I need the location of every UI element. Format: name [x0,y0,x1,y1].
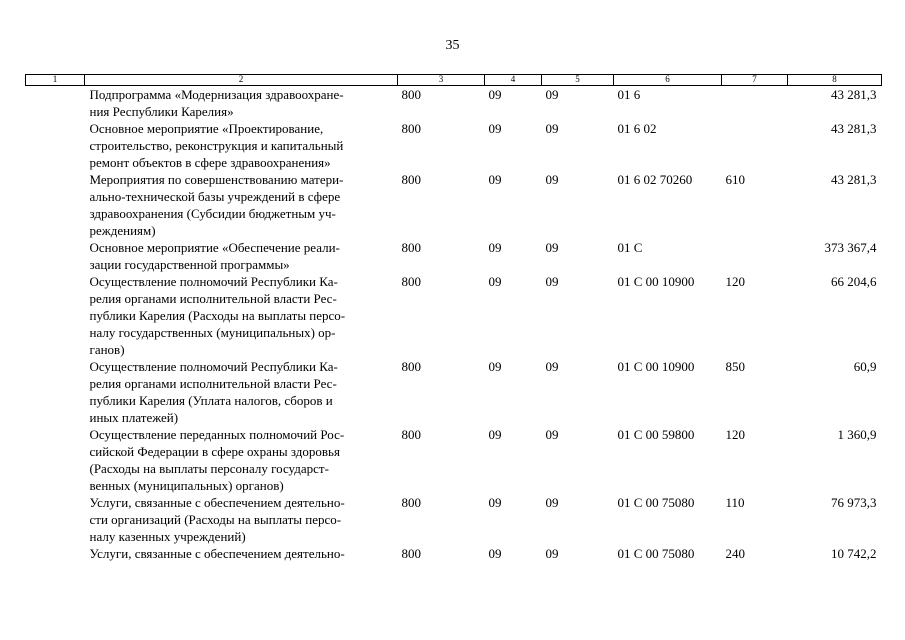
section-code-cell: 09 [488,546,502,561]
amount-cell: 1 360,9 [837,427,877,442]
section-code-cell: 09 [488,172,502,187]
item-name-line: сийской Федерации в сфере охраны здоровья [89,444,340,459]
item-name-line: Услуги, связанные с обеспечением деятельно- [89,495,345,510]
expense-type-cell [722,239,788,273]
amount-cell: 76 973,3 [831,495,877,510]
amount-cell: 43 281,3 [831,87,877,102]
column-header: 5 [542,75,614,86]
item-name-line: публики Карелия (Расходы на выплаты персо- [89,308,346,323]
empty-cell [26,494,85,545]
item-name-line: зации государственной программы» [89,257,290,272]
admin-code-cell: 800 [401,274,421,289]
subsection-code-cell: 09 [545,427,559,442]
column-header: 4 [485,75,542,86]
target-article-cell: 01 6 02 70260 [617,172,693,187]
column-header: 3 [398,75,485,86]
item-name-line: Основное мероприятие «Обеспечение реали- [89,240,340,255]
expense-type-cell [722,86,788,121]
admin-code-cell: 800 [401,240,421,255]
item-name-line: релия органами исполнительной власти Рес- [89,291,337,306]
item-name-line: Основное мероприятие «Проектирование, [89,121,324,136]
column-header: 1 [26,75,85,86]
amount-cell: 43 281,3 [831,121,877,136]
item-name-cell [85,239,398,273]
target-article-cell: 01 С 00 59800 [617,427,695,442]
item-name-cell [85,273,398,358]
target-article-cell: 01 С [617,240,643,255]
item-name-line: Осуществление полномочий Республики Ка- [89,274,338,289]
table-row [26,120,882,171]
section-code-cell: 09 [488,240,502,255]
table-row [26,494,882,545]
item-name-line: налу государственных (муниципальных) ор- [89,325,336,340]
subsection-code-cell: 09 [545,359,559,374]
table-row [26,171,882,239]
empty-cell [26,545,85,562]
empty-cell [26,239,85,273]
item-name-line: налу казенных учреждений) [89,529,246,544]
table-row [26,273,882,358]
item-name-line: реждениям) [89,223,156,238]
subsection-code-cell: 09 [545,240,559,255]
item-name-line: венных (муниципальных) органов) [89,478,284,493]
item-name-line: Осуществление переданных полномочий Рос- [89,427,345,442]
table-body [26,86,882,563]
empty-cell [26,171,85,239]
item-name-line: Осуществление полномочий Республики Ка- [89,359,338,374]
table-row [26,545,882,562]
target-article-cell: 01 С 00 75080 [617,495,695,510]
section-code-cell: 09 [488,87,502,102]
item-name-line: релия органами исполнительной власти Рес- [89,376,337,391]
item-name-line: ремонт объектов в сфере здравоохранения» [89,155,331,170]
section-code-cell: 09 [488,121,502,136]
section-code-cell: 09 [488,495,502,510]
item-name-cell [85,358,398,426]
amount-cell: 60,9 [853,359,877,374]
item-name-cell [85,426,398,494]
admin-code-cell: 800 [401,172,421,187]
expense-type-cell: 110 [725,495,745,510]
empty-cell [26,358,85,426]
amount-cell: 10 742,2 [831,546,877,561]
expense-type-cell: 120 [725,427,745,442]
table-row [26,426,882,494]
subsection-code-cell: 09 [545,121,559,136]
expense-type-cell: 850 [725,359,745,374]
item-name-line: сти организаций (Расходы на выплаты персо- [89,512,342,527]
expense-type-cell: 610 [725,172,745,187]
amount-cell: 66 204,6 [831,274,877,289]
table-row [26,86,882,121]
amount-cell: 43 281,3 [831,172,877,187]
empty-cell [26,120,85,171]
item-name-line: Мероприятия по совершенствованию матери- [89,172,344,187]
target-article-cell: 01 С 00 10900 [617,359,695,374]
section-code-cell: 09 [488,274,502,289]
item-name-cell [85,120,398,171]
admin-code-cell: 800 [401,121,421,136]
subsection-code-cell: 09 [545,172,559,187]
item-name-line: здравоохранения (Субсидии бюджетным уч- [89,206,336,221]
item-name-line: ния Республики Карелия» [89,104,234,119]
column-header: 2 [85,75,398,86]
column-header: 6 [614,75,722,86]
admin-code-cell: 800 [401,359,421,374]
table-row [26,358,882,426]
item-name-cell [85,494,398,545]
admin-code-cell: 800 [401,87,421,102]
table-row [26,239,882,273]
item-name-cell [85,545,398,562]
amount-cell: 373 367,4 [824,240,877,255]
target-article-cell: 01 6 02 [617,121,657,136]
item-name-cell [85,171,398,239]
empty-cell [26,273,85,358]
subsection-code-cell: 09 [545,546,559,561]
item-name-line: публики Карелия (Уплата налогов, сборов и [89,393,333,408]
admin-code-cell: 800 [401,495,421,510]
page-number: 35 [445,38,460,53]
admin-code-cell: 800 [401,546,421,561]
admin-code-cell: 800 [401,427,421,442]
section-code-cell: 09 [488,427,502,442]
item-name-line: (Расходы на выплаты персоналу государст- [89,461,329,476]
empty-cell [26,86,85,121]
target-article-cell: 01 С 00 75080 [617,546,695,561]
item-name-cell [85,86,398,121]
item-name-line: ально-технической базы учреждений в сфере [89,189,341,204]
item-name-line: строительство, реконструкция и капитальный [89,138,344,153]
column-header: 7 [722,75,788,86]
item-name-line: Подпрограмма «Модернизация здравоохране- [89,87,344,102]
section-code-cell: 09 [488,359,502,374]
item-name-line: иных платежей) [89,410,179,425]
expense-type-cell: 240 [725,546,745,561]
subsection-code-cell: 09 [545,274,559,289]
empty-cell [26,426,85,494]
target-article-cell: 01 6 [617,87,641,102]
budget-table [25,74,882,562]
subsection-code-cell: 09 [545,87,559,102]
expense-type-cell [722,120,788,171]
item-name-line: Услуги, связанные с обеспечением деятельно- [89,546,345,561]
subsection-code-cell: 09 [545,495,559,510]
target-article-cell: 01 С 00 10900 [617,274,695,289]
column-numbers-row [26,75,882,86]
expense-type-cell: 120 [725,274,745,289]
item-name-line: ганов) [89,342,125,357]
column-header: 8 [788,75,882,86]
